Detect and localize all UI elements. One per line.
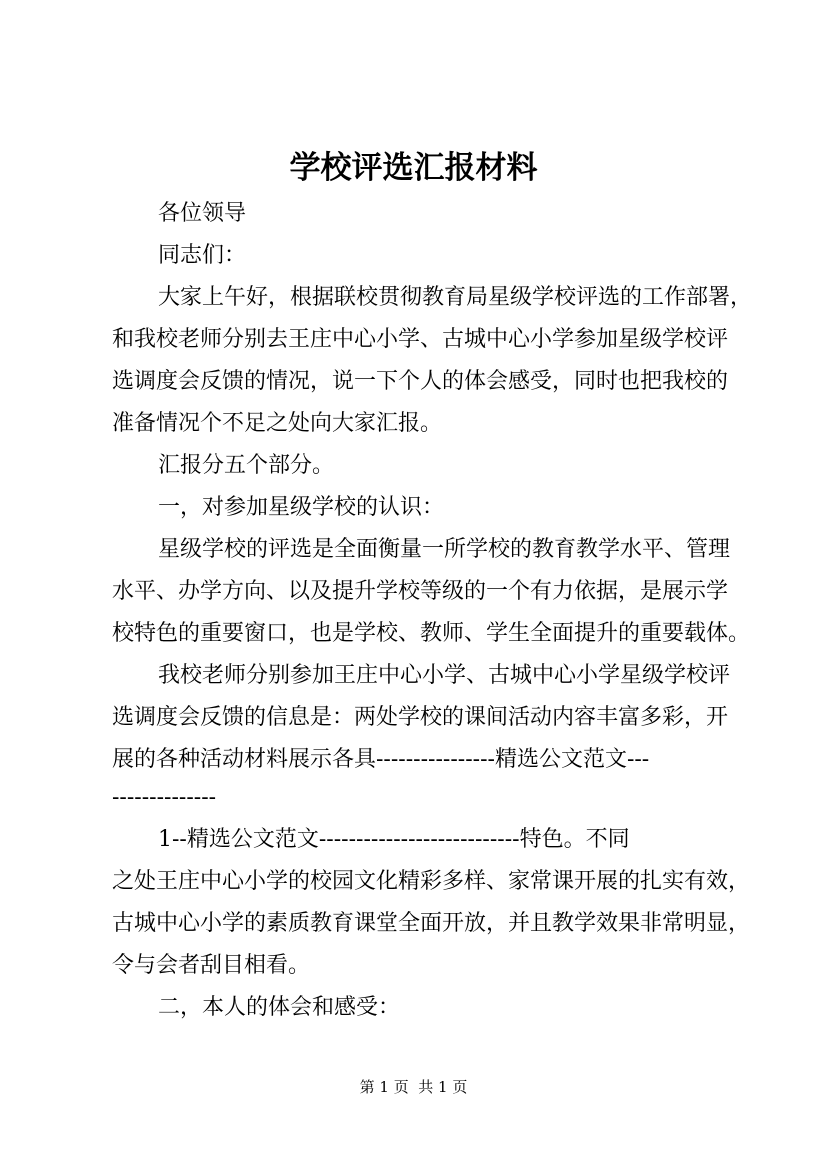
salutation-line: 各位领导 [158,201,247,226]
salutation-line: 同志们： [158,243,247,268]
body-line: 选调度会反馈的情况，说一下个人的体会感受，同时也把我校的 [112,369,729,394]
body-line: 星级学校的评选是全面衡量一所学校的教育教学水平、管理 [158,537,731,562]
body-line: 准备情况个不足之处向大家汇报。 [112,411,443,436]
body-line: 古城中心小学的素质教育课堂全面开放，并且教学效果非常明显， [112,911,751,936]
body-line: 展的各种活动材料展示各具----------------精选公文范文--- [112,747,650,772]
body-line: 水平、办学方向、以及提升学校等级的一个有力依据，是展示学 [112,579,729,604]
body-line: 选调度会反馈的信息是：两处学校的课间活动内容丰富多彩，开 [112,705,729,730]
body-line: 1--精选公文范文---------------------------特色。不同 [158,827,630,852]
section-heading: 二，本人的体会和感受： [158,995,401,1020]
section-heading: 一，对参加星级学校的认识： [158,495,445,520]
body-line: 我校老师分别参加王庄中心小学、古城中心小学星级学校评 [158,663,731,688]
body-line: 之处王庄中心小学的校园文化精彩多样、家常课开展的扎实有效， [112,869,751,894]
document-title: 学校评选汇报材料 [289,150,538,186]
body-line: 令与会者刮目相看。 [112,953,311,978]
body-line: -------------- [112,785,217,810]
body-line: 大家上午好，根据联校贯彻教育局星级学校评选的工作部署， [158,285,753,310]
body-line: 校特色的重要窗口，也是学校、教师、学生全面提升的重要载体。 [112,621,751,646]
page-number-footer: 第 1 页 共 1 页 [359,1078,468,1096]
body-line: 汇报分五个部分。 [158,453,335,478]
body-line: 和我校老师分别去王庄中心小学、古城中心小学参加星级学校评 [112,327,729,352]
